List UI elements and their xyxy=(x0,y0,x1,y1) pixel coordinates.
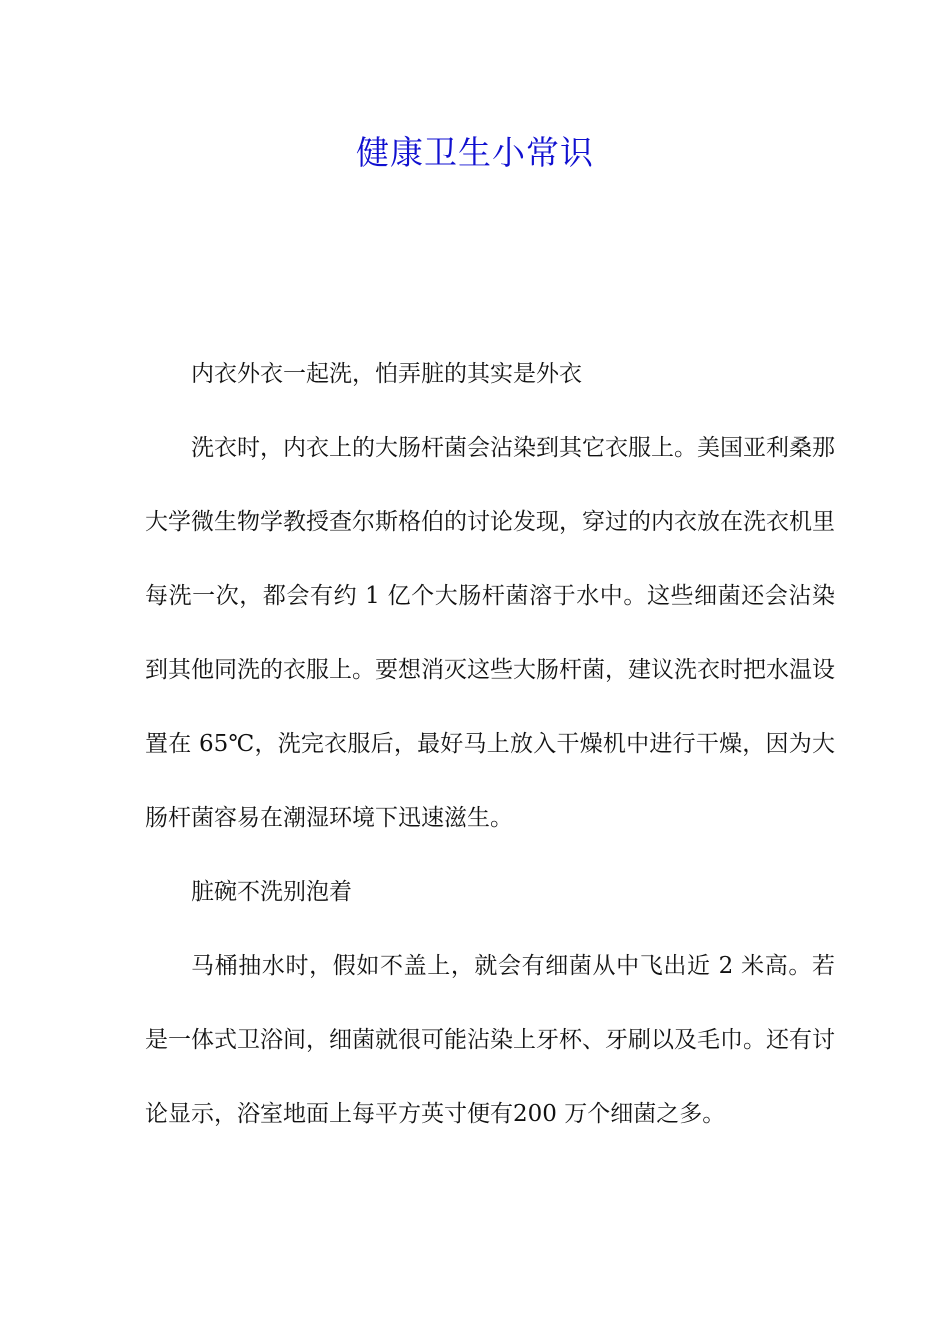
section-heading-dishes: 脏碗不洗别泡着 xyxy=(191,879,352,905)
document-title: 健康卫生小常识 xyxy=(356,133,594,172)
paragraph-toilet: 马桶抽水时，假如不盖上，就会有细菌从中飞出近 2 米高。若是一体式卫浴间，细菌就很可能沾染上牙杯、牙刷以及毛巾。还有讨论显示，浴室地面上每平方英寸便有200 万个细菌之多。 xyxy=(145,953,835,1127)
paragraph-laundry: 洗衣时，内衣上的大肠杆菌会沾染到其它衣服上。美国亚利桑那大学微生物学教授查尔斯格伯的讨论发现，穿过的内衣放在洗衣机里每洗一次，都会有约 1 亿个大肠杆菌溶于水中。这些细菌还会沾染到其他同洗的衣服上。要想消灭这些大肠杆菌，建议洗衣时把水温设置在 65℃，洗完衣服后，最好马上放入干燥机中进行干燥，因为大肠杆菌容易在潮湿环境下迅速滋生。 xyxy=(145,435,835,831)
section-heading-laundry: 内衣外衣一起洗，怕弄脏的其实是外衣 xyxy=(191,361,582,387)
document-body xyxy=(145,337,835,1151)
